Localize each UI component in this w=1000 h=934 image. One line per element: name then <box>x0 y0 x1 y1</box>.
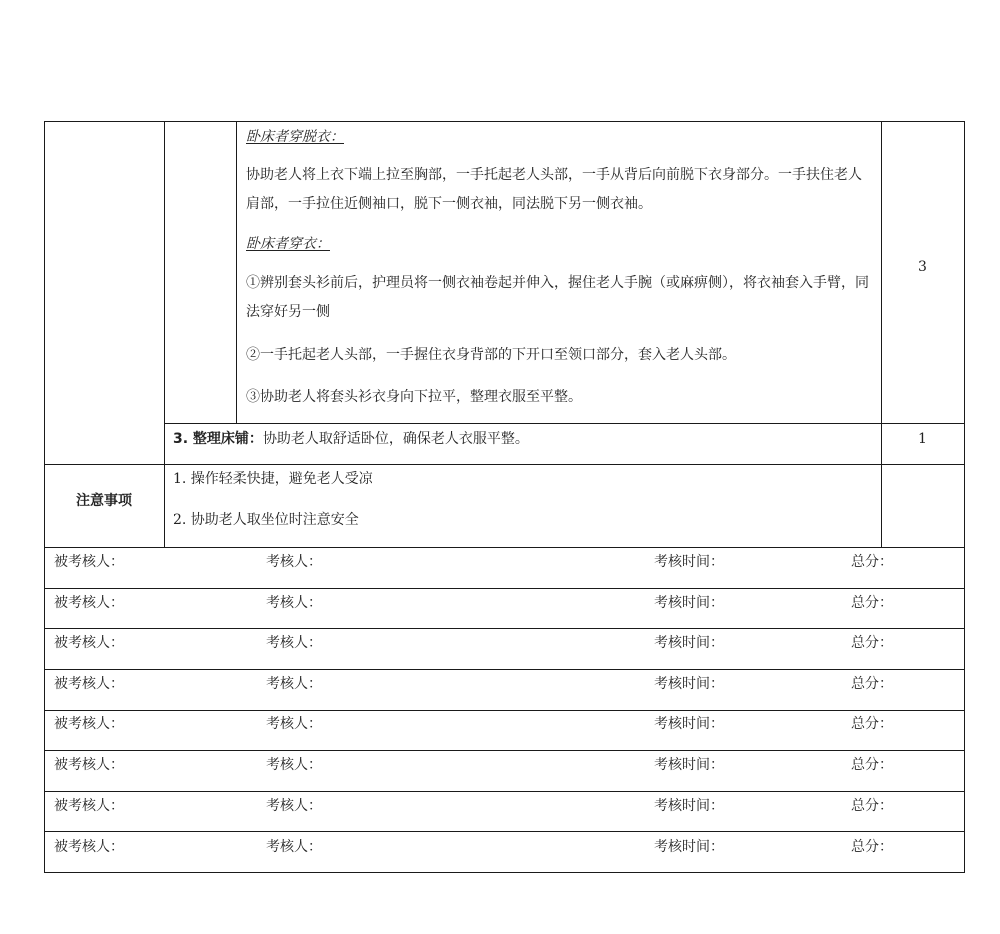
examinee-field[interactable]: 被考核人： <box>54 676 124 692</box>
assessment-time-field[interactable]: 考核时间： <box>654 676 724 692</box>
total-score-field[interactable]: 总分： <box>851 716 893 732</box>
examinee-field[interactable]: 被考核人： <box>54 554 124 570</box>
row-divider <box>44 831 965 832</box>
total-score-field[interactable]: 总分： <box>851 554 893 570</box>
undress-text: 协助老人将上衣下端上拉至胸部，一手托起老人头部，一手从背后向前脱下衣身部分。一手扶住老人肩部，一手拉住近侧袖口，脱下一侧衣袖，同法脱下另一侧衣袖。 <box>246 167 862 212</box>
assessment-time-field[interactable]: 考核时间： <box>654 554 724 570</box>
examiner-field[interactable]: 考核人： <box>266 554 322 570</box>
dress-heading: 卧床者穿衣： <box>246 236 330 252</box>
total-score-field[interactable]: 总分： <box>851 839 893 855</box>
col-divider <box>164 121 165 548</box>
row-divider <box>44 710 965 711</box>
row-divider <box>44 628 965 629</box>
notes-item: 1. 操作轻柔快捷，避免老人受凉 <box>173 471 373 487</box>
col-divider <box>881 121 882 548</box>
examinee-field[interactable]: 被考核人： <box>54 839 124 855</box>
assessment-time-field[interactable]: 考核时间： <box>654 798 724 814</box>
examiner-field[interactable]: 考核人： <box>266 635 322 651</box>
col-divider <box>236 121 237 424</box>
examiner-field[interactable]: 考核人： <box>266 839 322 855</box>
table-border-right <box>964 121 965 873</box>
total-score-field[interactable]: 总分： <box>851 595 893 611</box>
dress-step-1: ①辨别套头衫前后，护理员将一侧衣袖卷起并伸入，握住老人手腕（或麻痹侧），将衣袖套入手臂，同法穿好另一侧 <box>246 275 869 320</box>
total-score-field[interactable]: 总分： <box>851 635 893 651</box>
dress-step-2: ②一手托起老人头部，一手握住衣身背部的下开口至领口部分，套入老人头部。 <box>246 347 736 363</box>
row-divider <box>44 669 965 670</box>
examiner-field[interactable]: 考核人： <box>266 716 322 732</box>
row-divider <box>44 791 965 792</box>
notes-title: 注意事项 <box>76 493 132 509</box>
organize-bed-score: 1 <box>918 431 927 447</box>
organize-bed-text: 协助老人取舒适卧位，确保老人衣服平整。 <box>262 431 529 447</box>
examiner-field[interactable]: 考核人： <box>266 595 322 611</box>
dress-step-3: ③协助老人将套头衫衣身向下拉平，整理衣服至平整。 <box>246 389 582 405</box>
examiner-field[interactable]: 考核人： <box>266 757 322 773</box>
examinee-field[interactable]: 被考核人： <box>54 595 124 611</box>
examinee-field[interactable]: 被考核人： <box>54 716 124 732</box>
row-divider <box>44 588 965 589</box>
total-score-field[interactable]: 总分： <box>851 676 893 692</box>
examiner-field[interactable]: 考核人： <box>266 676 322 692</box>
assessment-time-field[interactable]: 考核时间： <box>654 757 724 773</box>
organize-bed-label: 3. 整理床铺： <box>173 431 263 447</box>
table-border-bottom <box>44 872 965 873</box>
assessment-time-field[interactable]: 考核时间： <box>654 839 724 855</box>
procedure-score: 3 <box>918 259 927 275</box>
examinee-field[interactable]: 被考核人： <box>54 757 124 773</box>
total-score-field[interactable]: 总分： <box>851 757 893 773</box>
row-divider <box>164 423 965 424</box>
examiner-field[interactable]: 考核人： <box>266 798 322 814</box>
assessment-time-field[interactable]: 考核时间： <box>654 595 724 611</box>
row-divider <box>44 547 965 548</box>
row-divider <box>44 464 965 465</box>
undress-heading: 卧床者穿脱衣： <box>246 129 344 145</box>
notes-item: 2. 协助老人取坐位时注意安全 <box>173 512 359 528</box>
total-score-field[interactable]: 总分： <box>851 798 893 814</box>
assessment-time-field[interactable]: 考核时间： <box>654 716 724 732</box>
table-border-top <box>44 121 965 122</box>
organize-bed-row <box>173 430 529 448</box>
row-divider <box>44 750 965 751</box>
examinee-field[interactable]: 被考核人： <box>54 798 124 814</box>
examinee-field[interactable]: 被考核人： <box>54 635 124 651</box>
assessment-time-field[interactable]: 考核时间： <box>654 635 724 651</box>
